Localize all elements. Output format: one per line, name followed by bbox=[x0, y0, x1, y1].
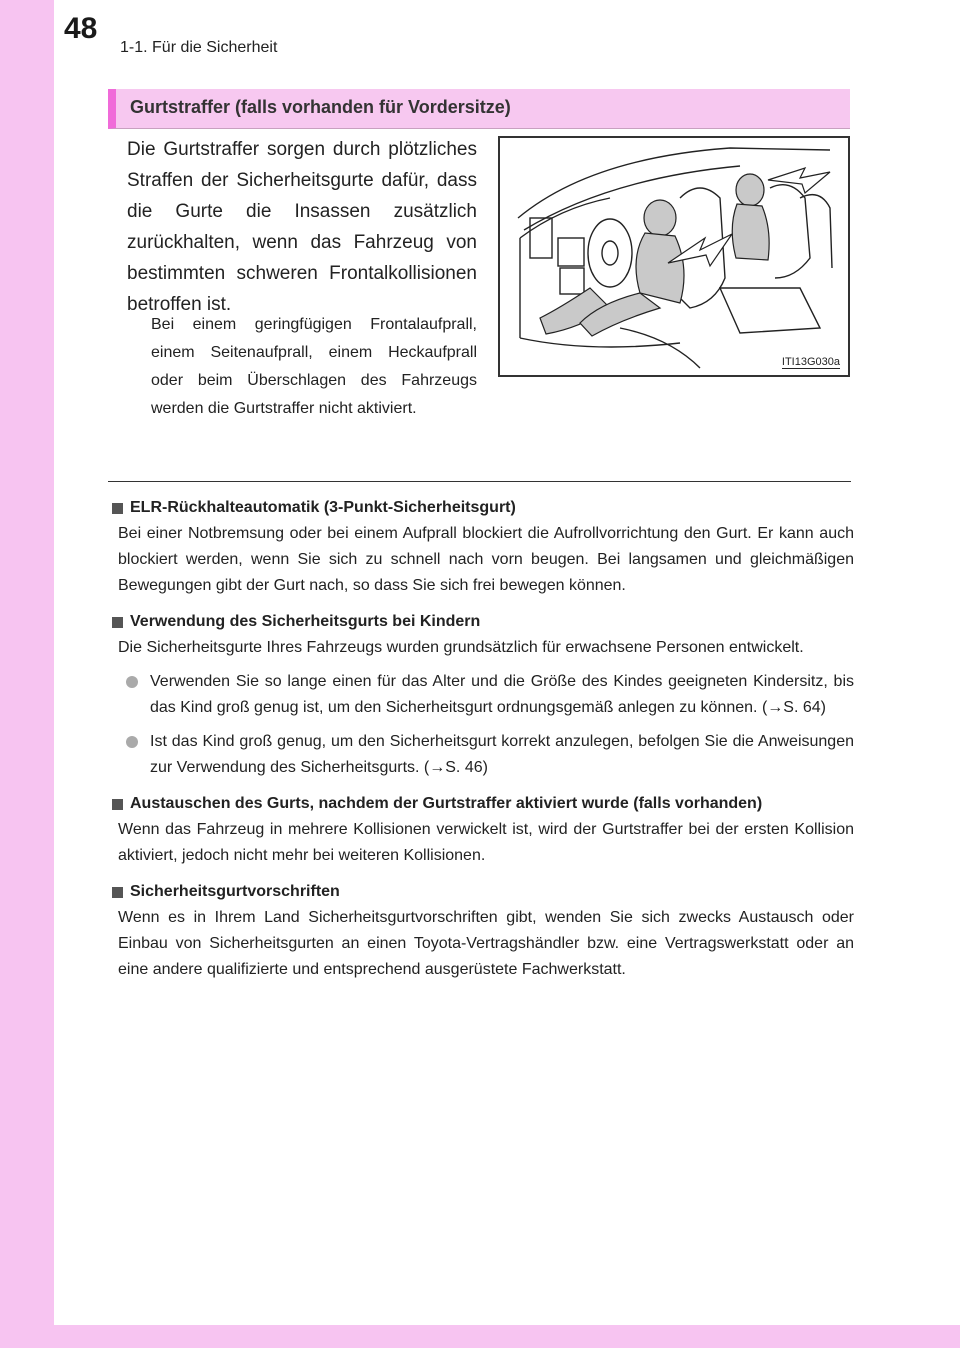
section-divider bbox=[108, 481, 851, 482]
info-item-body: Wenn es in Ihrem Land Sicherheitsgurtvorschriften gibt, wenden Sie sich zwecks Austausch oder Einbau von Sicherheitsgurten an einen Toyota-Vertragshändler bzw. eine Vertragswerkstatt oder an eine andere qualifizierte und entsprechend ausgerüstete Fachwerkstatt. bbox=[118, 909, 854, 978]
square-bullet-icon bbox=[112, 799, 123, 810]
info-item bbox=[110, 495, 854, 599]
bullet-point: Verwenden Sie so lange einen für das Alter und die Größe des Kindes geeigneten Kindersitz, bis das Kind groß genug ist, um den Sicherheitsgurt ordnungsgemäß anlegen zu können. (→S. 64) bbox=[118, 669, 854, 721]
info-item-title: Verwendung des Sicherheitsgurts bei Kindern bbox=[110, 609, 854, 635]
square-bullet-icon bbox=[112, 503, 123, 514]
info-item-body: Bei einer Notbremsung oder bei einem Aufprall blockiert die Aufrollvorrichtung den Gurt. Er kann auch blockiert werden, wenn Sie sich zu schnell nach vorn beugen. Bei langsamen und gleichmäßigen Bewegungen gibt der Gurt nach, so dass Sie sich frei bewegen können. bbox=[118, 525, 854, 594]
info-item bbox=[110, 609, 854, 781]
info-item-body: Die Sicherheitsgurte Ihres Fahrzeugs wurden grundsätzlich für erwachsene Personen entwickelt. bbox=[118, 639, 804, 656]
car-interior-drawing bbox=[500, 138, 848, 375]
page-margin-strip bbox=[0, 0, 54, 1348]
info-item bbox=[110, 879, 854, 983]
info-item-body: Wenn das Fahrzeug in mehrere Kollisionen verwickelt ist, wird der Gurtstraffer bei der ersten Kollision aktiviert, jedoch nicht mehr bei weiteren Kollisionen. bbox=[118, 821, 854, 864]
chapter-title: 1-1. Für die Sicherheit bbox=[120, 39, 278, 56]
circle-bullet-icon bbox=[126, 736, 138, 748]
circle-bullet-icon bbox=[126, 676, 138, 688]
section-heading bbox=[108, 89, 850, 129]
info-item-title: Austauschen des Gurts, nachdem der Gurtstraffer aktiviert wurde (falls vorhanden) bbox=[110, 791, 854, 817]
square-bullet-icon bbox=[112, 617, 123, 628]
page-number: 48 bbox=[64, 12, 98, 45]
info-item-title: ELR-Rückhalteautomatik (3-Punkt-Sicherheitsgurt) bbox=[110, 495, 854, 521]
note-paragraph: Bei einem geringfügigen Frontalaufprall, einem Seitenaufprall, einem Heckaufprall oder beim Überschlagen des Fahrzeugs werden die Gurtstraffer nicht aktiviert. bbox=[151, 316, 477, 417]
square-bullet-icon bbox=[112, 887, 123, 898]
bullet-point: Ist das Kind groß genug, um den Sicherheitsgurt korrekt anzulegen, befolgen Sie die Anweisungen zur Verwendung des Sicherheitsgurts. (→S. 46) bbox=[118, 729, 854, 781]
info-item-title: Sicherheitsgurtvorschriften bbox=[110, 879, 854, 905]
info-item bbox=[110, 791, 854, 869]
info-items bbox=[110, 495, 854, 993]
pretensioner-illustration bbox=[498, 136, 850, 377]
intro-paragraph: Die Gurtstraffer sorgen durch plötzliches Straffen der Sicherheitsgurte dafür, dass die Gurte die Insassen zusätzlich zurückhalten, wenn das Fahrzeug von bestimmten schweren Frontalkollisionen betroffen ist. bbox=[127, 139, 477, 315]
page-bottom-strip bbox=[0, 1325, 960, 1348]
section-heading-text: Gurtstraffer (falls vorhanden für Vordersitze) bbox=[130, 97, 511, 117]
figure-code: ITI13G030a bbox=[781, 356, 840, 368]
